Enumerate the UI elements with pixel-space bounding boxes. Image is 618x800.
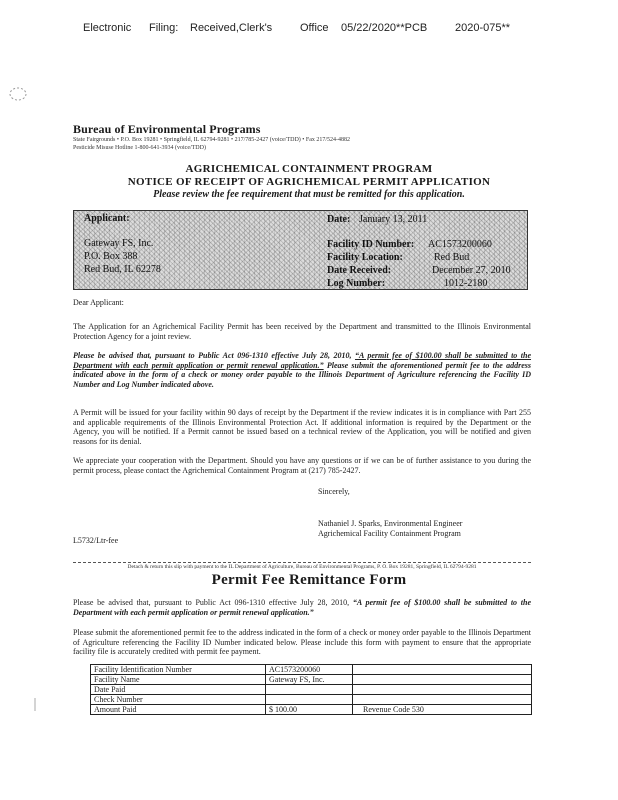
table-row	[91, 665, 532, 675]
applicant-label: Applicant:	[84, 213, 130, 224]
signer-program: Agrichemical Facility Containment Program	[318, 529, 461, 538]
stamp-filing: Filing:	[149, 22, 179, 34]
check-number-row-extra	[353, 695, 532, 705]
remit-fee-intro: Please be advised that, pursuant to Public Act 096-1310 effective July 28, 2010,	[73, 598, 353, 607]
program-heading: AGRICHEMICAL CONTAINMENT PROGRAM	[185, 163, 433, 175]
bureau-name: Bureau of Environmental Programs	[73, 122, 261, 136]
log-number-label: Log Number:	[327, 278, 386, 289]
amount-paid-row-label: Amount Paid	[91, 705, 266, 715]
remittance-paragraph-2: Please submit the aforementioned permit fee to the address indicated in the form of a check or money order payable to the Illinois Department of Agriculture referencing the Facility ID Number indicated below. Please include this form with payment to ensure that the appropriate facility file is accurately credited with permit fee payment.	[73, 628, 531, 656]
detach-divider	[73, 562, 531, 563]
document-number: L5732/Ltr-fee	[73, 536, 119, 545]
facility-id-label: Facility ID Number:	[327, 239, 415, 250]
facility-id-value: AC1573200060	[428, 239, 492, 250]
facility-id-row-value: AC1573200060	[266, 665, 353, 675]
remittance-table	[90, 664, 532, 715]
stamp-date: 05/22/2020**PCB	[341, 22, 428, 34]
remit-fee-requirement: “A permit fee of $100.00 shall be submitted to the Department with each permit application or permit renewal application.”	[73, 598, 531, 617]
scan-mark-top	[8, 86, 28, 105]
date-value: January 13, 2011	[359, 214, 428, 225]
fee-requirement: “A permit fee of $100.00 shall be submitted to the Department with each permit application or permit renewal application.”	[73, 351, 532, 370]
amount-paid-row-value: $ 100.00	[266, 705, 353, 715]
date-label: Date:	[327, 214, 351, 225]
check-number-row-label: Check Number	[91, 695, 266, 705]
facility-id-row-extra	[353, 665, 532, 675]
applicant-info-box	[73, 210, 528, 290]
stamp-case-number: 2020-075**	[455, 22, 511, 34]
pesticide-hotline: Pesticide Misuse Hotline 1-800-641-3934 (voice/TDD)	[73, 145, 206, 151]
salutation: Dear Applicant:	[73, 298, 124, 307]
scan-mark-bottom	[30, 697, 40, 716]
facility-id-row-label: Facility Identification Number	[91, 665, 266, 675]
remittance-paragraph-1	[73, 598, 531, 617]
table-row	[91, 685, 532, 695]
facility-name-row-extra	[353, 675, 532, 685]
fee-intro: Please be advised that, pursuant to Public Act 096-1310 effective July 28, 2010,	[73, 351, 355, 360]
closing: Sincerely,	[318, 487, 350, 496]
stamp-received: Received,Clerk's	[190, 22, 273, 34]
review-note: Please review the fee requirement that must be remitted for this application.	[153, 189, 465, 200]
bureau-address: State Fairgrounds • P.O. Box 19281 • Springfield, IL 62794-9281 • 217/785-2427 (voice/TDD) • Fax 217/524-4882	[73, 137, 351, 143]
notice-heading: NOTICE OF RECEIPT OF AGRICHEMICAL PERMIT APPLICATION	[127, 176, 491, 188]
date-received-value: December 27, 2010	[432, 265, 511, 276]
table-row	[91, 675, 532, 685]
detach-instruction: Detach & return this slip with payment to the IL Department of Agriculture, Bureau of Environmental Programs, P. O. Box 19281, Springfield, IL 62794-9281	[127, 564, 477, 570]
applicant-city: Red Bud, IL 62278	[84, 264, 161, 275]
scan-dot-icon	[30, 697, 40, 713]
letter-paragraph-2	[73, 351, 531, 389]
table-row	[91, 705, 532, 715]
facility-location-label: Facility Location:	[327, 252, 403, 263]
remittance-title: Permit Fee Remittance Form	[211, 572, 407, 588]
date-paid-row-label: Date Paid	[91, 685, 266, 695]
table-row	[91, 695, 532, 705]
letter-paragraph-3: A Permit will be issued for your facility within 90 days of receipt by the Department if the review indicates it is in compliance with Part 255 and applicable requirements of the Illinois Environmental Protection Act. If additional information is required by the Department or the Agency, you will be notified. If a Permit cannot be issued based on a technical review of the Application, you will be notified and given reasons for its denial.	[73, 408, 531, 446]
check-number-row-value	[266, 695, 353, 705]
scan-circle-icon	[8, 86, 28, 102]
facility-location-value: Red Bud	[434, 252, 470, 263]
fee-instructions: Please submit the aforementioned permit fee to the address indicated above in the form of a check or money order payable to the Illinois Department of Agriculture referencing the Facility ID Number and Log Number indicated above.	[73, 360, 531, 389]
facility-name-row-value: Gateway FS, Inc.	[266, 675, 353, 685]
revenue-code: Revenue Code 530	[353, 705, 532, 715]
stamp-office: Office	[300, 22, 329, 34]
filing-stamp	[0, 22, 618, 36]
log-number-value: 1012-2180	[444, 278, 488, 289]
date-received-label: Date Received:	[327, 265, 392, 276]
date-paid-row-extra	[353, 685, 532, 695]
stamp-electronic: Electronic	[83, 22, 132, 34]
letter-paragraph-1: The Application for an Agrichemical Facility Permit has been received by the Department and transmitted to the Illinois Environmental Protection Agency for a joint review.	[73, 322, 531, 341]
signer-name: Nathaniel J. Sparks, Environmental Engineer	[318, 519, 463, 528]
letter-paragraph-4: We appreciate your cooperation with the Department. Should you have any questions or if we can be of further assistance to you during the permit process, please contact the Agrichemical Containment Program at (217) 785-2427.	[73, 456, 531, 475]
date-paid-row-value	[266, 685, 353, 695]
applicant-po-box: P.O. Box 388	[84, 251, 138, 262]
facility-name-row-label: Facility Name	[91, 675, 266, 685]
applicant-name: Gateway FS, Inc.	[84, 238, 154, 249]
